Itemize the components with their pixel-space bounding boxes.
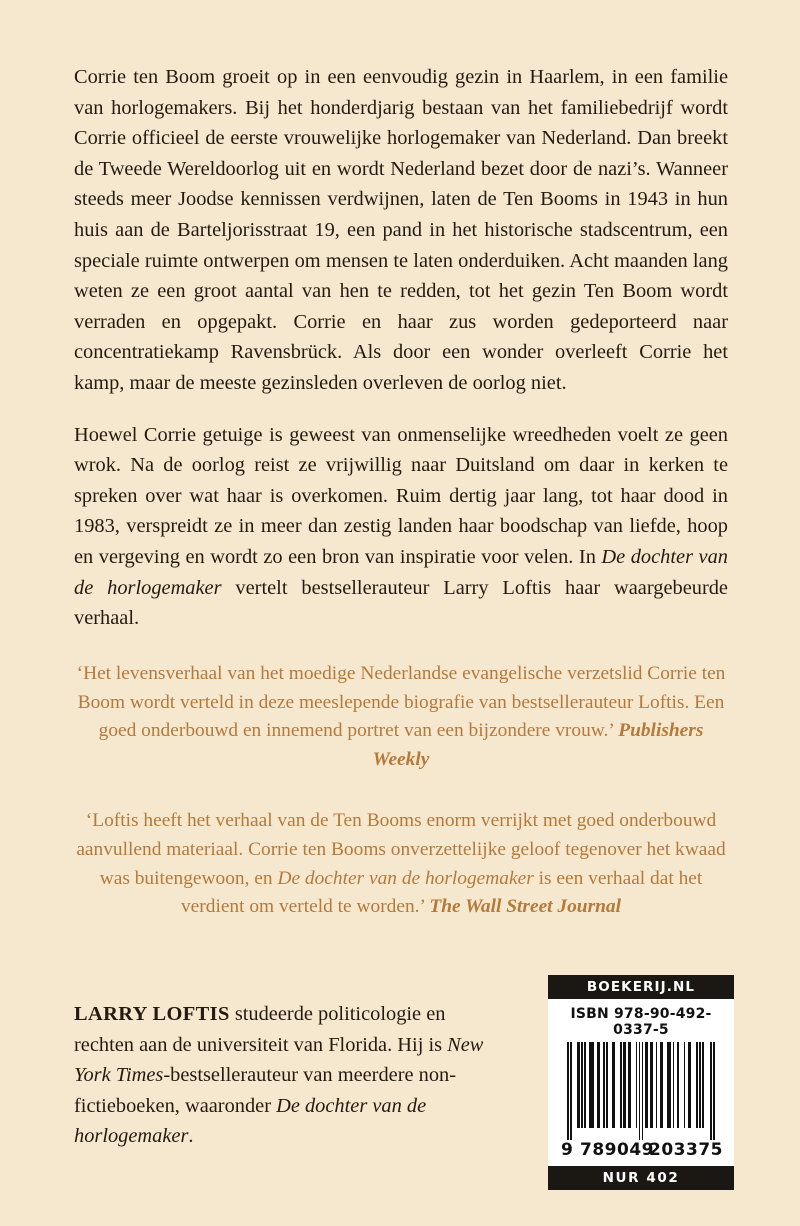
book-title-italic: De dochter van de horlogemaker: [74, 545, 728, 599]
review-quote-1-text: ‘Het levensverhaal van het moedige Nederlandse evangelische verzetslid Corrie ten Boom wordt verteld in deze meeslepende biografie van bestsellerauteur Loftis. Een goed onderbouwd en innemend portret van een bijzondere vrouw.’: [76, 663, 726, 742]
blurb-section: [74, 62, 728, 634]
barcode-bars: [567, 1042, 714, 1140]
review-quote-2: [74, 807, 728, 921]
author-bio: [74, 999, 494, 1152]
review-quote-2-text-end: is een verhaal dat het verdient om verteld te worden.’: [180, 867, 703, 918]
author-bio-text-1: studeerde politicologie en rechten aan de universiteit van Florida. Hij is: [74, 1003, 448, 1056]
publisher-url-bar: BOEKERIJ.NL: [548, 975, 734, 999]
ean-digit-group-1: 9: [561, 1140, 574, 1160]
blurb-paragraph-2-text-start: Hoewel Corrie getuige is geweest van onmenselijke wreedheden voelt ze geen wrok. Na de oorlog reist ze vrijwillig naar Duitsland om daar in kerken te spreken over wat haar is overkomen. Ruim dertig jaar lang, tot haar dood in 1983, verspreidt ze in meer dan zestig landen haar boodschap van liefde, hoop en vergeving en wordt zo een bron van inspiratie voor velen. In: [74, 423, 728, 568]
ean-digit-group-2: 789049: [580, 1140, 654, 1160]
barcode-digits: [561, 1140, 721, 1166]
blurb-paragraph-2-text-end: vertelt bestsellerauteur Larry Loftis haar waargebeurde verhaal.: [74, 576, 728, 630]
review-quote-1-source: Publishers Weekly: [372, 720, 704, 770]
barcode-body: [548, 999, 734, 1166]
author-bio-italic-nyt: New York Times: [74, 1033, 484, 1087]
review-quote-2-source: The Wall Street Journal: [429, 896, 621, 918]
author-bio-text-3: .: [188, 1125, 194, 1148]
nur-code-bar: NUR 402: [548, 1166, 734, 1190]
author-bio-text-2: -bestsellerauteur van meerdere non-fictieboeken, waaronder: [74, 1064, 457, 1117]
review-quote-1: [74, 660, 728, 774]
ean-digit-group-3: 203375: [649, 1140, 723, 1160]
review-quotes-section: [74, 660, 728, 922]
isbn-label: ISBN 978-90-492-0337-5: [570, 1006, 712, 1038]
blurb-paragraph-1: Corrie ten Boom groeit op in een eenvoudig gezin in Haarlem, in een familie van horlogemakers. Bij het honderdjarig bestaan van het familiebedrijf wordt Corrie officieel de eerste vrouwelijke horlogemaker van Nederland. Dan breekt de Tweede Wereldoorlog uit en wordt Nederland bezet door de nazi’s. Wanneer steeds meer Joodse kennissen verdwijnen, laten de Ten Booms in 1943 in hun huis aan de Barteljorisstraat 19, een pand in het historische stadscentrum, een speciale ruimte ontwerpen om mensen te laten onderduiken. Acht maanden lang weten ze een groot aantal van hen te redden, tot het gezin Ten Boom wordt verraden en opgepakt. Corrie en haar zus worden gedeporteerd naar concentratiekamp Ravensbrück. Als door een wonder overleeft Corrie het kamp, maar de meeste gezinsleden overleven de oorlog niet.: [74, 66, 728, 394]
author-bio-italic-title: De dochter van de horlogemaker: [74, 1094, 427, 1148]
barcode-block: [548, 975, 734, 1190]
review-quote-2-text-start: ‘Loftis heeft het verhaal van de Ten Booms enorm verrijkt met goed onderbouwd aanvullend materiaal. Corrie ten Booms onverzettelijke geloof tegenover het kwaad was buitengewoon, en: [76, 810, 726, 889]
review-quote-2-book-title: De dochter van de horlogemaker: [277, 867, 534, 889]
blurb-paragraph-2: [74, 420, 728, 634]
author-name: LARRY LOFTIS: [74, 1003, 230, 1025]
